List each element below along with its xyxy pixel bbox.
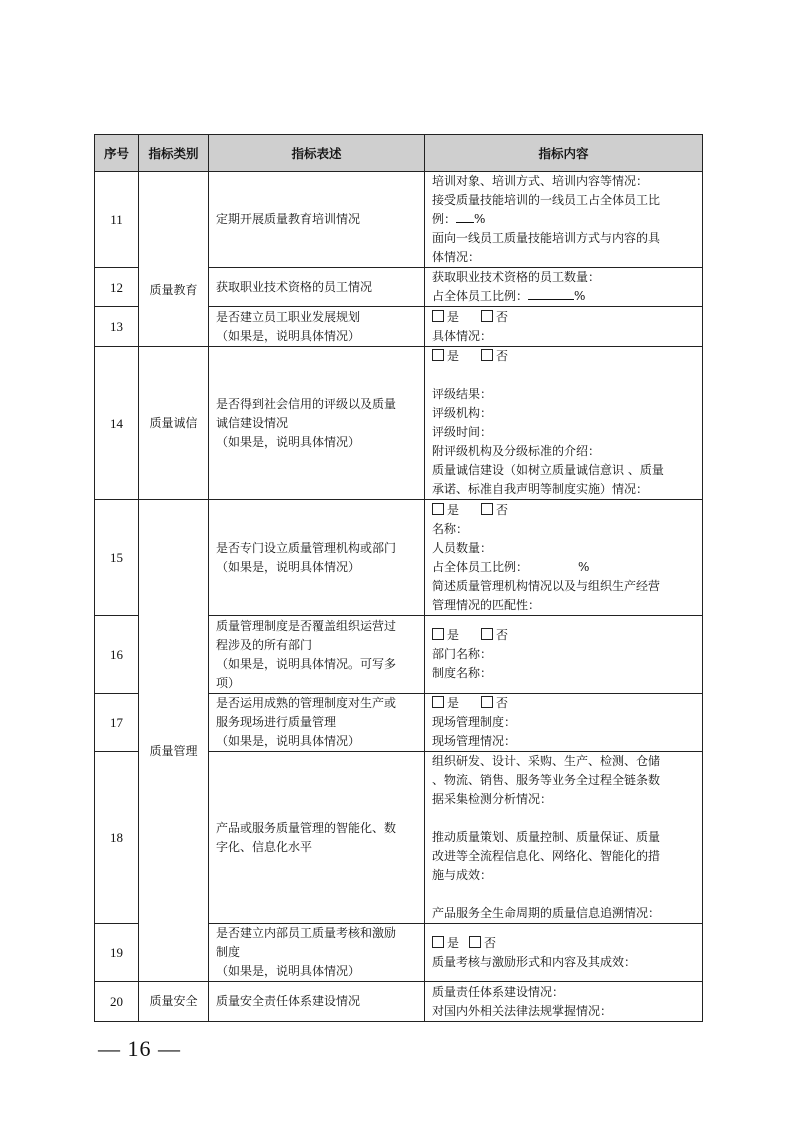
description-line: 项）: [216, 675, 241, 690]
description-line: 诚信建设情况: [216, 415, 289, 430]
content-line: 对国内外相关法律法规掌握情况：: [432, 1003, 613, 1018]
checkbox-yes[interactable]: [432, 310, 444, 322]
header-index: 序号: [95, 135, 139, 172]
checkbox-yes[interactable]: [432, 628, 444, 640]
description-line: （如果是，说明具体情况。可写多: [216, 656, 397, 671]
table-row: [95, 172, 703, 268]
description-line: （如果是，说明具体情况）: [216, 434, 361, 449]
content-line: 人员数量：: [432, 540, 493, 555]
fill-blank[interactable]: [456, 210, 474, 223]
description-cell: [209, 500, 425, 616]
description-cell: 质量安全责任体系建设情况: [209, 982, 425, 1022]
description-cell: 获取职业技术资格的员工情况: [209, 268, 425, 307]
content-line: 推动质量策划、质量控制、质量保证、质量: [432, 830, 661, 844]
option-no-label: 否: [496, 349, 509, 363]
content-line: 质量诚信建设（如树立质量诚信意识 、质量: [432, 463, 664, 477]
checkbox-no[interactable]: [481, 310, 493, 322]
table-row: [95, 982, 703, 1022]
option-yes-label: 是: [447, 696, 460, 710]
content-line: 附评级机构及分级标准的介绍：: [432, 444, 601, 458]
row-number: 13: [95, 307, 139, 347]
indicator-table-wrapper: [94, 134, 702, 1022]
content-line: 改进等全流程信息化、网络化、智能化的措: [432, 849, 661, 863]
content-line: [432, 558, 696, 577]
content-line: [432, 210, 696, 229]
row-number: 19: [95, 924, 139, 982]
description-line: 质量管理制度是否覆盖组织运营过: [216, 618, 397, 633]
content-cell: [425, 307, 703, 347]
row-number: 20: [95, 982, 139, 1022]
content-cell: [425, 924, 703, 982]
category-cell: [139, 172, 209, 347]
content-cell: [425, 982, 703, 1022]
description-line: 字化、信息化水平: [216, 839, 313, 854]
content-line: 产品服务全生命周期的质量信息追溯情况：: [432, 906, 661, 920]
checkbox-no[interactable]: [481, 503, 493, 515]
checkbox-no[interactable]: [469, 936, 481, 948]
option-yes-label: 是: [447, 935, 460, 950]
fill-blank[interactable]: [528, 287, 574, 300]
description-cell: [209, 347, 425, 500]
description-cell: [209, 752, 425, 924]
option-yes-label: 是: [447, 628, 460, 642]
content-line: 接受质量技能培训的一线员工占全体员工比: [432, 193, 661, 207]
category-cell: 质量诚信: [139, 347, 209, 500]
content-line: 培训对象、培训方式、培训内容等情况：: [432, 174, 649, 188]
row-number: 14: [95, 347, 139, 500]
content-cell: [425, 752, 703, 924]
option-yes-label: 是: [447, 309, 460, 324]
yes-no-choice: [432, 308, 696, 327]
content-line: 现场管理制度：: [432, 715, 517, 729]
yes-no-choice: [432, 934, 696, 953]
content-cell: [425, 172, 703, 268]
content-text: 占全体员工比例：: [432, 559, 529, 574]
content-line: 制度名称：: [432, 666, 493, 680]
content-cell: [425, 500, 703, 616]
checkbox-no[interactable]: [481, 696, 493, 708]
option-no-label: 否: [484, 935, 497, 950]
content-line: [432, 287, 696, 306]
description-cell: [209, 924, 425, 982]
description-line: 是否专门设立质量管理机构或部门: [216, 540, 397, 555]
content-cell: [425, 347, 703, 500]
content-line: 施与成效：: [432, 868, 493, 882]
header-content: 指标内容: [425, 135, 703, 172]
percent-sign: %: [474, 212, 486, 226]
content-line: 评级时间：: [432, 425, 493, 439]
checkbox-yes[interactable]: [432, 503, 444, 515]
content-line: 管理情况的匹配性：: [432, 597, 541, 612]
option-yes-label: 是: [447, 349, 460, 363]
indicator-table: [94, 134, 703, 1022]
content-line: 体情况：: [432, 250, 481, 264]
description-line: 是否得到社会信用的评级以及质量: [216, 396, 397, 411]
percent-sign: %: [578, 559, 590, 574]
table-row: [95, 347, 703, 500]
option-no-label: 否: [496, 628, 509, 642]
description-line: 程涉及的所有部门: [216, 637, 313, 652]
description-line: （如果是，说明具体情况）: [216, 964, 361, 978]
content-line: 据采集检测分析情况：: [432, 792, 553, 806]
content-line: 现场管理情况：: [432, 734, 517, 748]
row-number: 17: [95, 694, 139, 752]
content-line: 、物流、销售、服务等业务全过程全链条数: [432, 773, 661, 787]
description-line: （如果是，说明具体情况）: [216, 734, 361, 748]
content-line: 评级结果：: [432, 387, 493, 401]
content-cell: [425, 268, 703, 307]
percent-sign: %: [574, 289, 586, 303]
description-cell: [209, 694, 425, 752]
row-number: 16: [95, 616, 139, 694]
description-line: （如果是，说明具体情况）: [216, 559, 361, 574]
yes-no-choice: [432, 694, 696, 713]
content-line: 部门名称：: [432, 647, 493, 661]
content-line: 质量责任体系建设情况：: [432, 984, 565, 999]
content-line: 质量考核与激励形式和内容及其成效：: [432, 954, 637, 969]
description-line: （如果是，说明具体情况）: [216, 328, 361, 343]
category-label: 质量管理: [149, 744, 198, 758]
yes-no-choice: [432, 347, 696, 366]
checkbox-yes[interactable]: [432, 349, 444, 361]
content-line: 简述质量管理机构情况以及与组织生产经营: [432, 578, 661, 593]
row-number: 12: [95, 268, 139, 307]
description-line: 制度: [216, 945, 241, 959]
header-description: 指标表述: [209, 135, 425, 172]
content-line: 获取职业技术资格的员工数量：: [432, 270, 601, 284]
checkbox-no[interactable]: [481, 349, 493, 361]
category-cell: 质量安全: [139, 982, 209, 1022]
checkbox-yes[interactable]: [432, 696, 444, 708]
content-line: 名称：: [432, 521, 469, 536]
content-text: 占全体员工比例：: [432, 289, 529, 303]
description-line: 服务现场进行质量管理: [216, 715, 337, 729]
description-line: 是否建立内部员工质量考核和激励: [216, 926, 397, 940]
checkbox-no[interactable]: [481, 628, 493, 640]
description-cell: [209, 307, 425, 347]
content-line: 承诺、标准自我声明等制度实施）情况：: [432, 482, 649, 496]
option-no-label: 否: [496, 502, 509, 517]
content-cell: [425, 694, 703, 752]
content-text: 例：: [432, 212, 457, 226]
table-header-row: [95, 135, 703, 172]
header-category: 指标类别: [139, 135, 209, 172]
content-line: 组织研发、设计、采购、生产、检测、仓储: [432, 754, 661, 768]
content-cell: [425, 616, 703, 694]
row-number: 18: [95, 752, 139, 924]
yes-no-choice: [432, 501, 696, 520]
description-cell: [209, 616, 425, 694]
description-line: 产品或服务质量管理的智能化、数: [216, 820, 397, 835]
row-number: 11: [95, 172, 139, 268]
option-no-label: 否: [496, 696, 509, 710]
option-yes-label: 是: [447, 502, 460, 517]
content-line: 具体情况：: [432, 328, 493, 343]
option-no-label: 否: [496, 309, 509, 324]
category-label: 质量教育: [149, 283, 198, 297]
category-cell: [139, 500, 209, 982]
checkbox-yes[interactable]: [432, 936, 444, 948]
description-line: 是否运用成熟的管理制度对生产或: [216, 696, 397, 710]
yes-no-choice: [432, 626, 696, 645]
content-line: 评级机构：: [432, 406, 493, 420]
content-line: 面向一线员工质量技能培训方式与内容的具: [432, 231, 661, 245]
row-number: 15: [95, 500, 139, 616]
table-row: [95, 500, 703, 616]
description-cell: 定期开展质量教育培训情况: [209, 172, 425, 268]
page-number: — 16 —: [98, 1036, 181, 1061]
description-line: 是否建立员工职业发展规划: [216, 309, 361, 324]
